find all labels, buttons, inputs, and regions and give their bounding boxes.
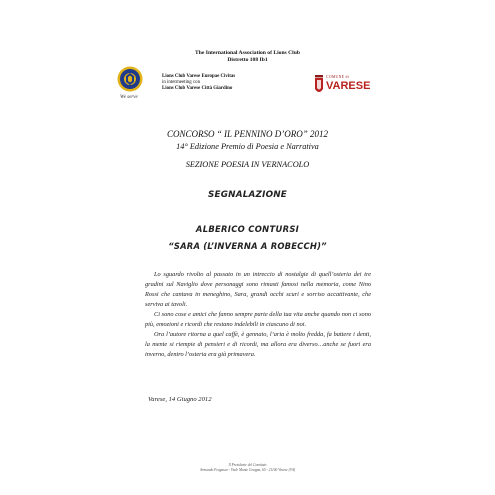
- work-title: “SARA (L’INVERNA A ROBECCH)”: [168, 241, 327, 251]
- motivation-paragraph: Ci sono cose e amici che fanno sempre parte della tua vita anche quando non ci sono più, emozioni e ricordi che restano indelebili in ciascuno di noi.: [145, 311, 371, 328]
- award-label: SEGNALAZIONE: [207, 190, 288, 200]
- contest-title: CONCORSO “ IL PENNINO D’ORO” 2012: [166, 129, 329, 139]
- motivation-text: [145, 270, 371, 360]
- lions-motto: We serve: [120, 95, 138, 100]
- footer-signatory: Il Presidente del Comitato: [228, 463, 267, 467]
- intermeeting-label: in intermeeting con: [162, 80, 201, 86]
- contest-edition: 14° Edizione Premio di Poesia e Narrativa: [176, 142, 319, 151]
- partner-club-name: Lions Club Varese Città Giardino: [162, 86, 233, 92]
- comune-name: VARESE: [326, 80, 371, 92]
- contest-section: SEZIONE POESIA IN VERNACOLO: [185, 160, 310, 169]
- association-header: The International Association of Lions Club: [195, 50, 300, 56]
- club-info: [162, 74, 235, 93]
- footer-address: Armando Fragasso - Viale Monte Grappa, 65 - 21100 Varese (VA): [199, 468, 296, 472]
- club-name: Lions Club Varese Europae Civitas: [162, 74, 236, 79]
- lions-club-logo: [117, 66, 143, 92]
- motivation-paragraph: Ora l’autore ritorna a quel caffè, è gennaio, l’aria è molto fredda, fa battere i denti, la mente si riempie di pensieri e di ricordi, ma allora era diverso…anche se fuori era inverno, dentro l’osteria era già primavera.: [145, 331, 371, 358]
- motivation-paragraph: Lo sguardo rivolto al passato in un intreccio di nostalgie di quell’osteria dei tre gradini sul Naviglio dove personaggi sono rimasti famosi nella memoria, come Nino Rossi che cantava in meneghino, Sara, grandi occhi scuri e sorriso accattivante, che serviva ai tavoli.: [145, 271, 371, 308]
- district-header: Distretto 108 Ib1: [227, 57, 268, 63]
- author-name: ALBERICO CONTURSI: [195, 224, 300, 234]
- comune-label: COMUNE di: [326, 75, 350, 79]
- place-date: Varese, 14 Giugno 2012: [148, 396, 212, 403]
